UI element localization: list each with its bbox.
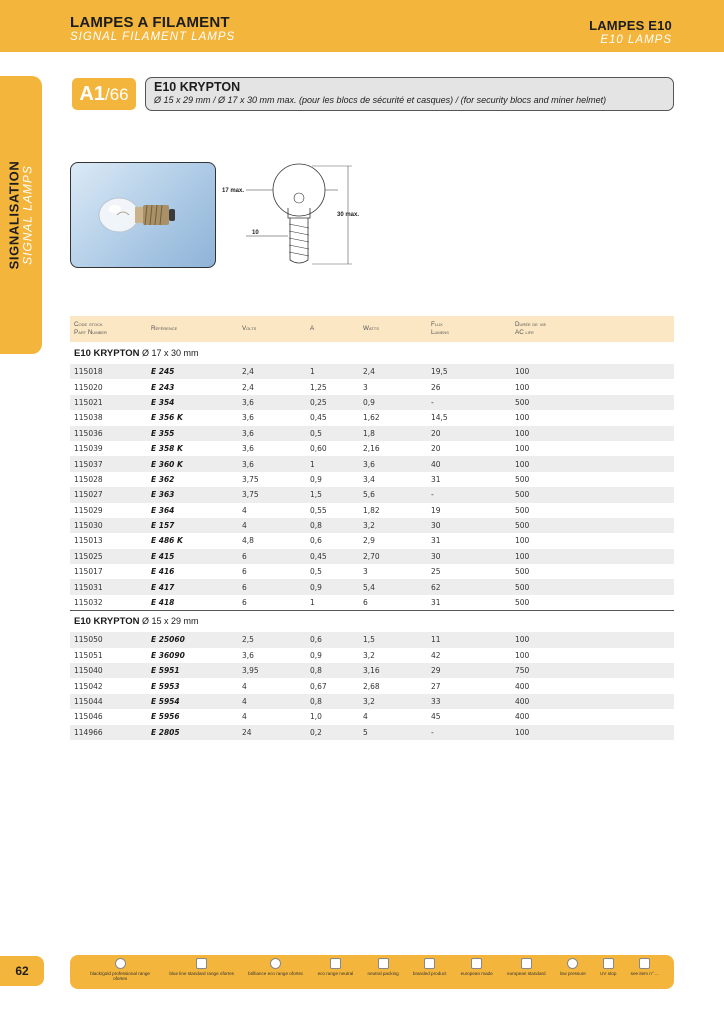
volts-cell: 3,6 <box>238 648 306 663</box>
part-number-cell: 115042 <box>70 678 147 693</box>
reference-cell: E 5956 <box>147 709 238 724</box>
watts-cell: 3,2 <box>359 518 427 533</box>
amps-cell: 0,55 <box>306 503 359 518</box>
lumens-cell: 20 <box>427 426 511 441</box>
column-header <box>147 316 238 342</box>
life-cell: 100 <box>511 725 674 740</box>
part-number-cell: 115037 <box>70 456 147 471</box>
amps-cell: 1 <box>306 364 359 379</box>
table-row <box>70 564 674 579</box>
lumens-cell: 30 <box>427 518 511 533</box>
lumens-cell: 30 <box>427 549 511 564</box>
watts-cell: 5,4 <box>359 579 427 594</box>
legend-label: UV stop <box>600 971 617 976</box>
lumens-cell: 29 <box>427 663 511 678</box>
amps-cell: 0,25 <box>306 395 359 410</box>
volts-cell: 4 <box>238 518 306 533</box>
part-number-cell: 115040 <box>70 663 147 678</box>
amps-cell: 1,5 <box>306 487 359 502</box>
part-number-cell: 115038 <box>70 410 147 425</box>
amps-cell: 1 <box>306 595 359 610</box>
watts-cell: 3,6 <box>359 456 427 471</box>
group-heading <box>70 342 674 364</box>
header-right <box>589 18 672 47</box>
table-row <box>70 518 674 533</box>
product-photo <box>70 162 216 268</box>
legend-label: branded product <box>412 971 447 976</box>
reference-cell: E 36090 <box>147 648 238 663</box>
legend-item <box>85 958 155 981</box>
volts-cell: 24 <box>238 725 306 740</box>
part-number-cell: 115039 <box>70 441 147 456</box>
column-header-line1: Flux <box>431 321 443 328</box>
bulb-photo-icon <box>71 163 216 268</box>
section-side-tab <box>0 76 42 354</box>
part-number-cell: 115036 <box>70 426 147 441</box>
volts-cell: 6 <box>238 579 306 594</box>
reference-cell: E 243 <box>147 379 238 394</box>
watts-cell: 1,62 <box>359 410 427 425</box>
watts-cell: 3 <box>359 379 427 394</box>
legend-item <box>461 958 493 976</box>
lumens-cell: 31 <box>427 595 511 610</box>
amps-cell: 1,0 <box>306 709 359 724</box>
watts-cell: 3,16 <box>359 663 427 678</box>
half-circle-icon <box>115 958 126 969</box>
blue-line-icon <box>196 958 207 969</box>
side-tab-text <box>8 161 35 270</box>
header-left <box>70 15 235 44</box>
part-number-cell: 115030 <box>70 518 147 533</box>
dim-length-label: 30 max. <box>337 212 360 218</box>
table-row <box>70 395 674 410</box>
lumens-cell: 31 <box>427 533 511 548</box>
reference-cell: E 157 <box>147 518 238 533</box>
part-number-cell: 115027 <box>70 487 147 502</box>
volts-cell: 3,75 <box>238 472 306 487</box>
lumens-cell: 27 <box>427 678 511 693</box>
volts-cell: 4 <box>238 503 306 518</box>
column-header <box>238 316 306 342</box>
reference-cell: E 362 <box>147 472 238 487</box>
life-cell: 400 <box>511 678 674 693</box>
amps-cell: 0,8 <box>306 518 359 533</box>
header-left-subtitle: SIGNAL FILAMENT LAMPS <box>70 31 236 43</box>
legend-item <box>507 958 546 976</box>
part-number-cell: 115025 <box>70 549 147 564</box>
reference-cell: E 5953 <box>147 678 238 693</box>
watts-cell: 3,2 <box>359 648 427 663</box>
watts-cell: 6 <box>359 595 427 610</box>
page-header <box>0 0 724 52</box>
volts-cell: 3,6 <box>238 395 306 410</box>
volts-cell: 4 <box>238 694 306 709</box>
table-row <box>70 426 674 441</box>
legend-label: neutral packing <box>367 971 399 976</box>
reference-cell: E 355 <box>147 426 238 441</box>
reference-cell: E 5951 <box>147 663 238 678</box>
table-row <box>70 441 674 456</box>
reference-cell: E 486 K <box>147 533 238 548</box>
part-number-cell: 115050 <box>70 632 147 647</box>
life-cell: 500 <box>511 518 674 533</box>
life-cell: 500 <box>511 503 674 518</box>
group-name: E10 KRYPTON <box>74 347 140 359</box>
reference-cell: E 363 <box>147 487 238 502</box>
lumens-cell: 14,5 <box>427 410 511 425</box>
column-header <box>359 316 427 342</box>
lumens-cell: 25 <box>427 564 511 579</box>
watts-cell: 2,9 <box>359 533 427 548</box>
lumens-cell: 26 <box>427 379 511 394</box>
table-row <box>70 503 674 518</box>
dim-diameter-label: 17 max. <box>222 188 245 194</box>
life-cell: 100 <box>511 410 674 425</box>
bulb-dimension-drawing-icon <box>216 152 386 272</box>
technical-drawing <box>216 152 386 272</box>
life-cell: 100 <box>511 379 674 394</box>
amps-cell: 0,9 <box>306 579 359 594</box>
part-number-cell: 115028 <box>70 472 147 487</box>
part-number-cell: 115020 <box>70 379 147 394</box>
watts-cell: 2,4 <box>359 364 427 379</box>
header-right-title: LAMPES E10 <box>589 18 672 33</box>
header-right-subtitle: E10 LAMPS <box>600 34 672 46</box>
reference-cell: E 418 <box>147 595 238 610</box>
product-table-body <box>70 316 674 740</box>
neutral-packing-icon <box>378 958 389 969</box>
amps-cell: 0,6 <box>306 533 359 548</box>
product-table <box>70 316 674 740</box>
watts-cell: 1,5 <box>359 632 427 647</box>
part-number-cell: 115018 <box>70 364 147 379</box>
column-header-line2: Lumens <box>431 329 449 336</box>
life-cell: 500 <box>511 472 674 487</box>
column-header-line1: Watts <box>363 325 379 332</box>
table-header-row <box>70 316 674 342</box>
volts-cell: 2,4 <box>238 379 306 394</box>
part-number-cell: 115051 <box>70 648 147 663</box>
table-row <box>70 487 674 502</box>
amps-cell: 0,45 <box>306 410 359 425</box>
lumens-cell: 31 <box>427 472 511 487</box>
watts-cell: 2,68 <box>359 678 427 693</box>
table-row <box>70 410 674 425</box>
volts-cell: 6 <box>238 595 306 610</box>
column-header <box>427 316 511 342</box>
volts-cell: 3,6 <box>238 410 306 425</box>
amps-cell: 0,8 <box>306 663 359 678</box>
life-cell: 100 <box>511 364 674 379</box>
table-row <box>70 549 674 564</box>
lumens-cell: 40 <box>427 456 511 471</box>
amps-cell: 0,6 <box>306 632 359 647</box>
watts-cell: 1,82 <box>359 503 427 518</box>
volts-cell: 2,4 <box>238 364 306 379</box>
amps-cell: 0,5 <box>306 564 359 579</box>
badge-sub: /66 <box>104 85 129 104</box>
table-row <box>70 725 674 740</box>
legend-label: european made <box>460 971 493 976</box>
reference-cell: E 360 K <box>147 456 238 471</box>
reference-cell: E 25060 <box>147 632 238 647</box>
amps-cell: 0,9 <box>306 648 359 663</box>
legend-item <box>600 958 616 976</box>
uv-stop-icon <box>603 958 614 969</box>
legend-label: eco range neutral <box>317 971 354 976</box>
life-cell: 100 <box>511 456 674 471</box>
part-number-cell: 115044 <box>70 694 147 709</box>
volts-cell: 4 <box>238 678 306 693</box>
lumens-cell: - <box>427 725 511 740</box>
lumens-cell: 19 <box>427 503 511 518</box>
reference-cell: E 364 <box>147 503 238 518</box>
table-row <box>70 579 674 594</box>
lumens-cell: 45 <box>427 709 511 724</box>
table-row <box>70 632 674 647</box>
badge-main: A1 <box>79 83 105 105</box>
european-made-icon <box>471 958 482 969</box>
legend-item <box>631 958 659 976</box>
amps-cell: 0,67 <box>306 678 359 693</box>
watts-cell: 5,6 <box>359 487 427 502</box>
watts-cell: 5 <box>359 725 427 740</box>
column-header <box>70 316 147 342</box>
life-cell: 500 <box>511 395 674 410</box>
table-row <box>70 663 674 678</box>
column-header-line1: Référence <box>151 325 178 332</box>
side-tab-main: SIGNALISATION <box>6 160 22 270</box>
product-title-box <box>145 77 674 111</box>
amps-cell: 0,8 <box>306 694 359 709</box>
volts-cell: 6 <box>238 549 306 564</box>
life-cell: 100 <box>511 648 674 663</box>
table-group-row <box>70 610 674 632</box>
life-cell: 500 <box>511 564 674 579</box>
part-number-cell: 114966 <box>70 725 147 740</box>
table-row <box>70 709 674 724</box>
column-header-line2: AC life <box>515 329 534 336</box>
reference-cell: E 5954 <box>147 694 238 709</box>
reference-cell: E 245 <box>147 364 238 379</box>
legend-label: blue line standard range ofortes <box>169 971 234 976</box>
table-row <box>70 648 674 663</box>
volts-cell: 3,95 <box>238 663 306 678</box>
legend-label: see item n° ... <box>630 971 659 976</box>
life-cell: 750 <box>511 663 674 678</box>
see-item-icon <box>639 958 650 969</box>
lumens-cell: 33 <box>427 694 511 709</box>
header-left-title: LAMPES A FILAMENT <box>70 14 230 31</box>
catalog-badge <box>72 78 136 110</box>
lumens-cell: 11 <box>427 632 511 647</box>
table-row <box>70 678 674 693</box>
lumens-cell: - <box>427 487 511 502</box>
legend-bar <box>70 955 674 989</box>
legend-item <box>248 958 303 976</box>
watts-cell: 3,4 <box>359 472 427 487</box>
amps-cell: 1 <box>306 456 359 471</box>
life-cell: 100 <box>511 549 674 564</box>
group-heading <box>70 610 674 632</box>
amps-cell: 0,5 <box>306 426 359 441</box>
watts-cell: 2,16 <box>359 441 427 456</box>
table-row <box>70 472 674 487</box>
product-subtitle: Ø 15 x 29 mm / Ø 17 x 30 mm max. (pour les blocs de sécurité et casques) / (for security blocs and miner helmet) <box>154 95 607 105</box>
legend-item <box>413 958 446 976</box>
reference-cell: E 2805 <box>147 725 238 740</box>
column-header-line1: Durée de vie <box>515 321 547 328</box>
column-header-line1: A <box>310 325 315 332</box>
life-cell: 100 <box>511 533 674 548</box>
volts-cell: 3,6 <box>238 456 306 471</box>
volts-cell: 6 <box>238 564 306 579</box>
lumens-cell: 20 <box>427 441 511 456</box>
life-cell: 100 <box>511 441 674 456</box>
volts-cell: 4 <box>238 709 306 724</box>
dim-base-label: 10 <box>252 230 259 236</box>
watts-cell: 2,70 <box>359 549 427 564</box>
legend-item <box>560 958 586 976</box>
volts-cell: 3,6 <box>238 426 306 441</box>
part-number-cell: 115031 <box>70 579 147 594</box>
table-row <box>70 364 674 379</box>
volts-cell: 2,5 <box>238 632 306 647</box>
life-cell: 400 <box>511 694 674 709</box>
group-name: E10 KRYPTON <box>74 616 140 627</box>
legend-label: black/gold professional range ofortes <box>90 971 150 981</box>
amps-cell: 0,60 <box>306 441 359 456</box>
amps-cell: 1,25 <box>306 379 359 394</box>
reference-cell: E 416 <box>147 564 238 579</box>
reference-cell: E 358 K <box>147 441 238 456</box>
life-cell: 100 <box>511 426 674 441</box>
legend-label: brilliance eco range ofortec <box>248 971 304 976</box>
column-header <box>511 316 674 342</box>
side-tab-sub: SIGNAL LAMPS <box>20 165 35 265</box>
legend-item <box>368 958 399 976</box>
volts-cell: 3,75 <box>238 487 306 502</box>
legend-label: european standard <box>507 971 546 976</box>
european-standard-icon <box>521 958 532 969</box>
part-number-cell: 115021 <box>70 395 147 410</box>
legend-item <box>318 958 354 976</box>
brilliance-icon <box>270 958 281 969</box>
lumens-cell: 19,5 <box>427 364 511 379</box>
table-group-row <box>70 342 674 364</box>
part-number-cell: 115032 <box>70 595 147 610</box>
volts-cell: 3,6 <box>238 441 306 456</box>
part-number-cell: 115013 <box>70 533 147 548</box>
life-cell: 500 <box>511 595 674 610</box>
table-row <box>70 379 674 394</box>
lumens-cell: 62 <box>427 579 511 594</box>
amps-cell: 0,45 <box>306 549 359 564</box>
part-number-cell: 115046 <box>70 709 147 724</box>
group-dims: Ø 17 x 30 mm <box>141 347 199 358</box>
eco-range-icon <box>330 958 341 969</box>
page-number: 62 <box>0 956 44 986</box>
group-dims: Ø 15 x 29 mm <box>141 616 199 626</box>
watts-cell: 0,9 <box>359 395 427 410</box>
amps-cell: 0,9 <box>306 472 359 487</box>
column-header <box>306 316 359 342</box>
product-title: E10 KRYPTON <box>154 80 241 94</box>
table-row <box>70 533 674 548</box>
part-number-cell: 115017 <box>70 564 147 579</box>
legend-item <box>169 958 234 976</box>
table-row <box>70 595 674 610</box>
branded-product-icon <box>424 958 435 969</box>
table-row <box>70 456 674 471</box>
table-row <box>70 694 674 709</box>
life-cell: 500 <box>511 487 674 502</box>
column-header-line1: Volts <box>242 325 257 332</box>
life-cell: 100 <box>511 632 674 647</box>
low-pressure-icon <box>567 958 578 969</box>
column-header-line2: Part Number <box>74 329 107 336</box>
life-cell: 400 <box>511 709 674 724</box>
reference-cell: E 354 <box>147 395 238 410</box>
lumens-cell: - <box>427 395 511 410</box>
column-header-line1: Code stock <box>74 321 103 328</box>
lumens-cell: 42 <box>427 648 511 663</box>
reference-cell: E 415 <box>147 549 238 564</box>
reference-cell: E 356 K <box>147 410 238 425</box>
volts-cell: 4,8 <box>238 533 306 548</box>
watts-cell: 4 <box>359 709 427 724</box>
legend-label: low pressure <box>559 971 586 976</box>
part-number-cell: 115029 <box>70 503 147 518</box>
watts-cell: 3 <box>359 564 427 579</box>
watts-cell: 3,2 <box>359 694 427 709</box>
life-cell: 500 <box>511 579 674 594</box>
amps-cell: 0,2 <box>306 725 359 740</box>
watts-cell: 1,8 <box>359 426 427 441</box>
reference-cell: E 417 <box>147 579 238 594</box>
